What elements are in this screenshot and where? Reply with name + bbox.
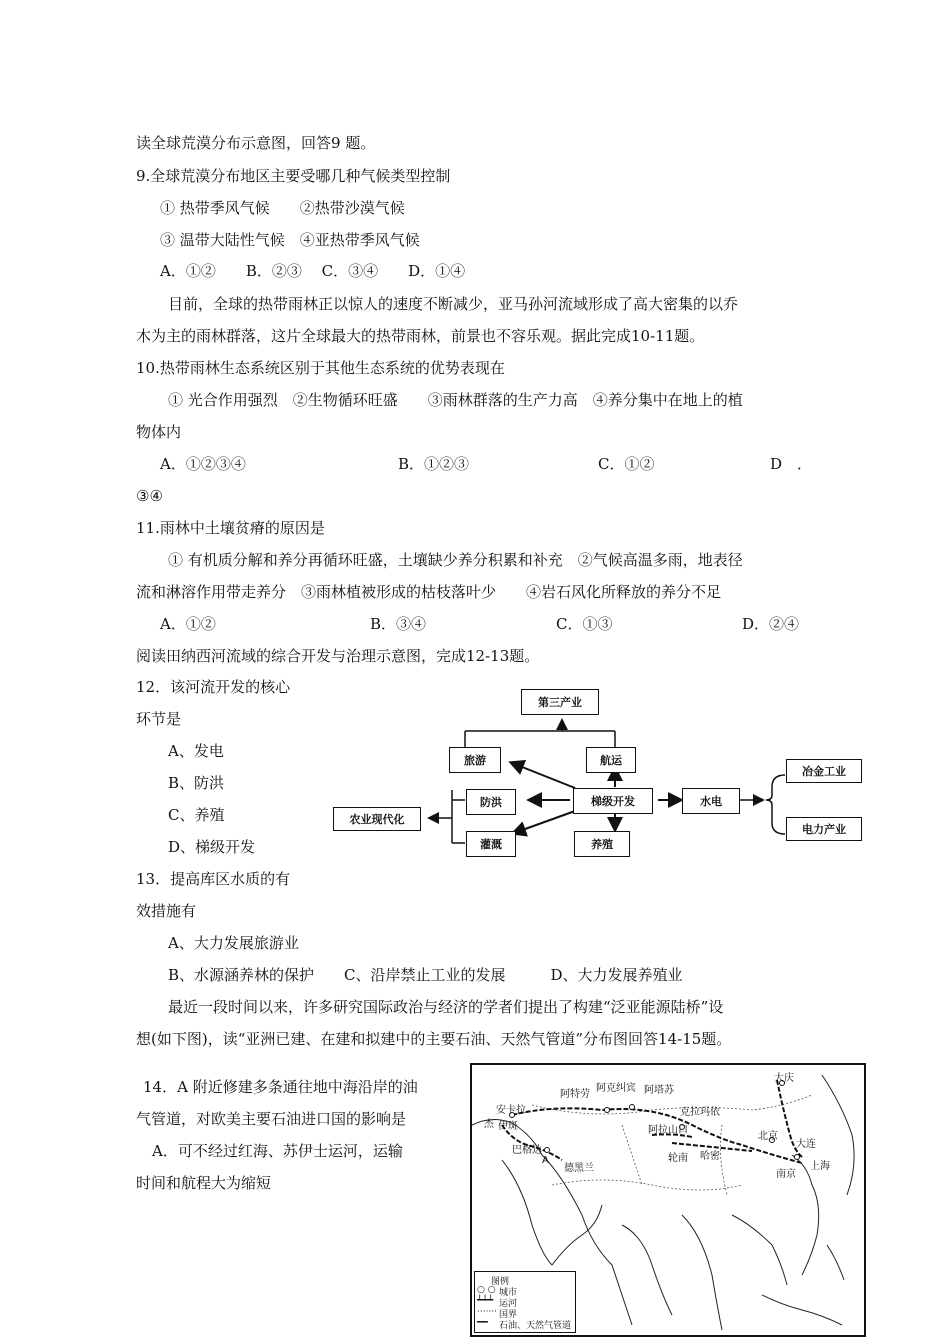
legend-border: 国界	[499, 1310, 518, 1320]
answer-c: C．①③	[556, 615, 613, 633]
box-tourism: 旅游	[449, 747, 501, 773]
question-11: 11.雨林中土壤贫瘠的原因是	[136, 519, 325, 537]
city-karamay: 克拉玛依	[680, 1107, 720, 1118]
option-line: A．可不经过红海、苏伊士运河，运输	[152, 1142, 403, 1160]
city-jie: 杰	[484, 1119, 494, 1130]
paragraph-line: 木为主的雨林群落，这片全球最大的热带雨林，前景也不容乐观。据此完成10-11题。	[136, 327, 705, 345]
box-tertiary-industry: 第三产业	[521, 689, 599, 715]
question-10: 10.热带雨林生态系统区别于其他生态系统的优势表现在	[136, 359, 505, 377]
answer-choices: A．①② B．②③ C．③④ D．①④	[160, 262, 466, 280]
text-line: 读全球荒漠分布示意图，回答9 题。	[136, 134, 376, 152]
option-line: 流和淋溶作用带走养分 ③雨林植被形成的枯枝落叶少 ④岩石风化所释放的养分不足	[136, 583, 722, 601]
question-12: 12．该河流开发的核心	[136, 678, 291, 696]
city-baghdad: 巴格达	[512, 1145, 542, 1156]
city-atyrau: 阿特劳	[560, 1089, 590, 1100]
box-irrigation: 灌溉	[466, 831, 516, 857]
city-alashankou: 阿拉山口	[648, 1125, 688, 1136]
point-a: A	[542, 1155, 549, 1166]
paragraph-line: 目前，全球的热带雨林正以惊人的速度不断减少，亚马孙河流域形成了高大密集的以乔	[168, 295, 739, 313]
answer-a: A．①②	[160, 615, 216, 633]
city-hami: 哈密	[700, 1151, 720, 1162]
option-line: D、梯级开发	[168, 838, 256, 856]
city-beijing: 北京	[758, 1131, 778, 1142]
legend-title: 图例	[491, 1277, 510, 1287]
question-13-cont: 效措施有	[136, 902, 197, 920]
option-line: B、防洪	[168, 774, 225, 792]
paragraph-line: 最近一段时间以来，许多研究国际政治与经济的学者们提出了构建“泛亚能源陆桥”设	[168, 998, 724, 1016]
paragraph-line: 阅读田纳西河流域的综合开发与治理示意图，完成12-13题。	[136, 647, 540, 665]
question-9: 9.全球荒漠分布地区主要受哪几种气候类型控制	[136, 167, 451, 185]
answer-d: D．②④	[742, 615, 800, 633]
option-line: ① 光合作用强烈 ②生物循环旺盛 ③雨林群落的生产力高 ④养分集中在地上的植	[168, 391, 743, 409]
question-13: 13．提高库区水质的有	[136, 870, 291, 888]
asia-pipeline-map	[470, 1063, 866, 1337]
question-12-cont: 环节是	[136, 710, 182, 728]
answer-d: D ．	[770, 455, 813, 473]
pipeline-legend-icon: ━━	[477, 1318, 488, 1328]
option-line: ① 热带季风气候 ②热带沙漠气候	[160, 199, 405, 217]
answer-b: B．①②③	[398, 455, 470, 473]
city-shanghai: 上海	[810, 1161, 830, 1172]
city-lunnan: 轮南	[668, 1153, 688, 1164]
legend-city: 城市	[499, 1288, 518, 1298]
question-14: 14．A 附近修建多条通往地中海沿岸的油	[143, 1078, 418, 1096]
legend-pipeline: 石油、天然气管道	[499, 1321, 572, 1331]
map-legend	[474, 1271, 576, 1333]
box-aquaculture: 养殖	[574, 831, 630, 857]
option-line: ③ 温带大陆性气候 ④亚热带季风气候	[160, 231, 420, 249]
city-nanjing: 南京	[776, 1169, 796, 1180]
city-legend-icon: ○ ○	[477, 1285, 496, 1295]
option-line: A、发电	[168, 742, 224, 760]
city-yiban: 伊斑	[498, 1121, 518, 1132]
option-line: A、大力发展旅游业	[168, 934, 299, 952]
option-line: C、养殖	[168, 806, 225, 824]
border-legend-icon: ·······	[477, 1307, 498, 1317]
paragraph-line: 想(如下图)，读“亚洲已建、在建和拟建中的主要石油、天然气管道”分布图回答14-15题。	[136, 1030, 732, 1048]
answer-c: C．①②	[598, 455, 655, 473]
option-line: 物体内	[136, 423, 182, 441]
city-ankara: 安卡拉	[496, 1105, 526, 1116]
city-atasu: 阿塔苏	[644, 1085, 674, 1096]
answer-a: A．①②③④	[160, 455, 246, 473]
box-flood-control: 防洪	[466, 789, 516, 815]
canal-legend-icon: ┷┷┷	[477, 1296, 494, 1306]
box-agri-modernization: 农业现代化	[333, 807, 421, 831]
box-metallurgy: 冶金工业	[786, 759, 862, 783]
city-dalian: 大连	[796, 1139, 816, 1150]
option-line: 时间和航程大为缩短	[136, 1174, 272, 1192]
answer-b: B．③④	[370, 615, 427, 633]
option-line: ① 有机质分解和养分再循环旺盛，土壤缺少养分积累和补充 ②气候高温多雨，地表径	[168, 551, 743, 569]
box-power-industry: 电力产业	[786, 817, 862, 841]
city-daqing: 大庆	[774, 1073, 794, 1084]
city-aktobe: 阿克纠宾	[596, 1083, 636, 1094]
question-14-cont: 气管道，对欧美主要石油进口国的影响是	[136, 1110, 407, 1128]
legend-canal: 运河	[499, 1299, 518, 1309]
answer-d-cont: ③④	[136, 487, 163, 505]
box-cascade-development: 梯级开发	[573, 788, 653, 814]
option-line: B、水源涵养林的保护 C、沿岸禁止工业的发展 D、大力发展养殖业	[168, 966, 683, 984]
box-shipping: 航运	[586, 747, 636, 773]
box-hydropower: 水电	[682, 788, 740, 814]
city-tehran: 德黑兰	[564, 1163, 594, 1174]
